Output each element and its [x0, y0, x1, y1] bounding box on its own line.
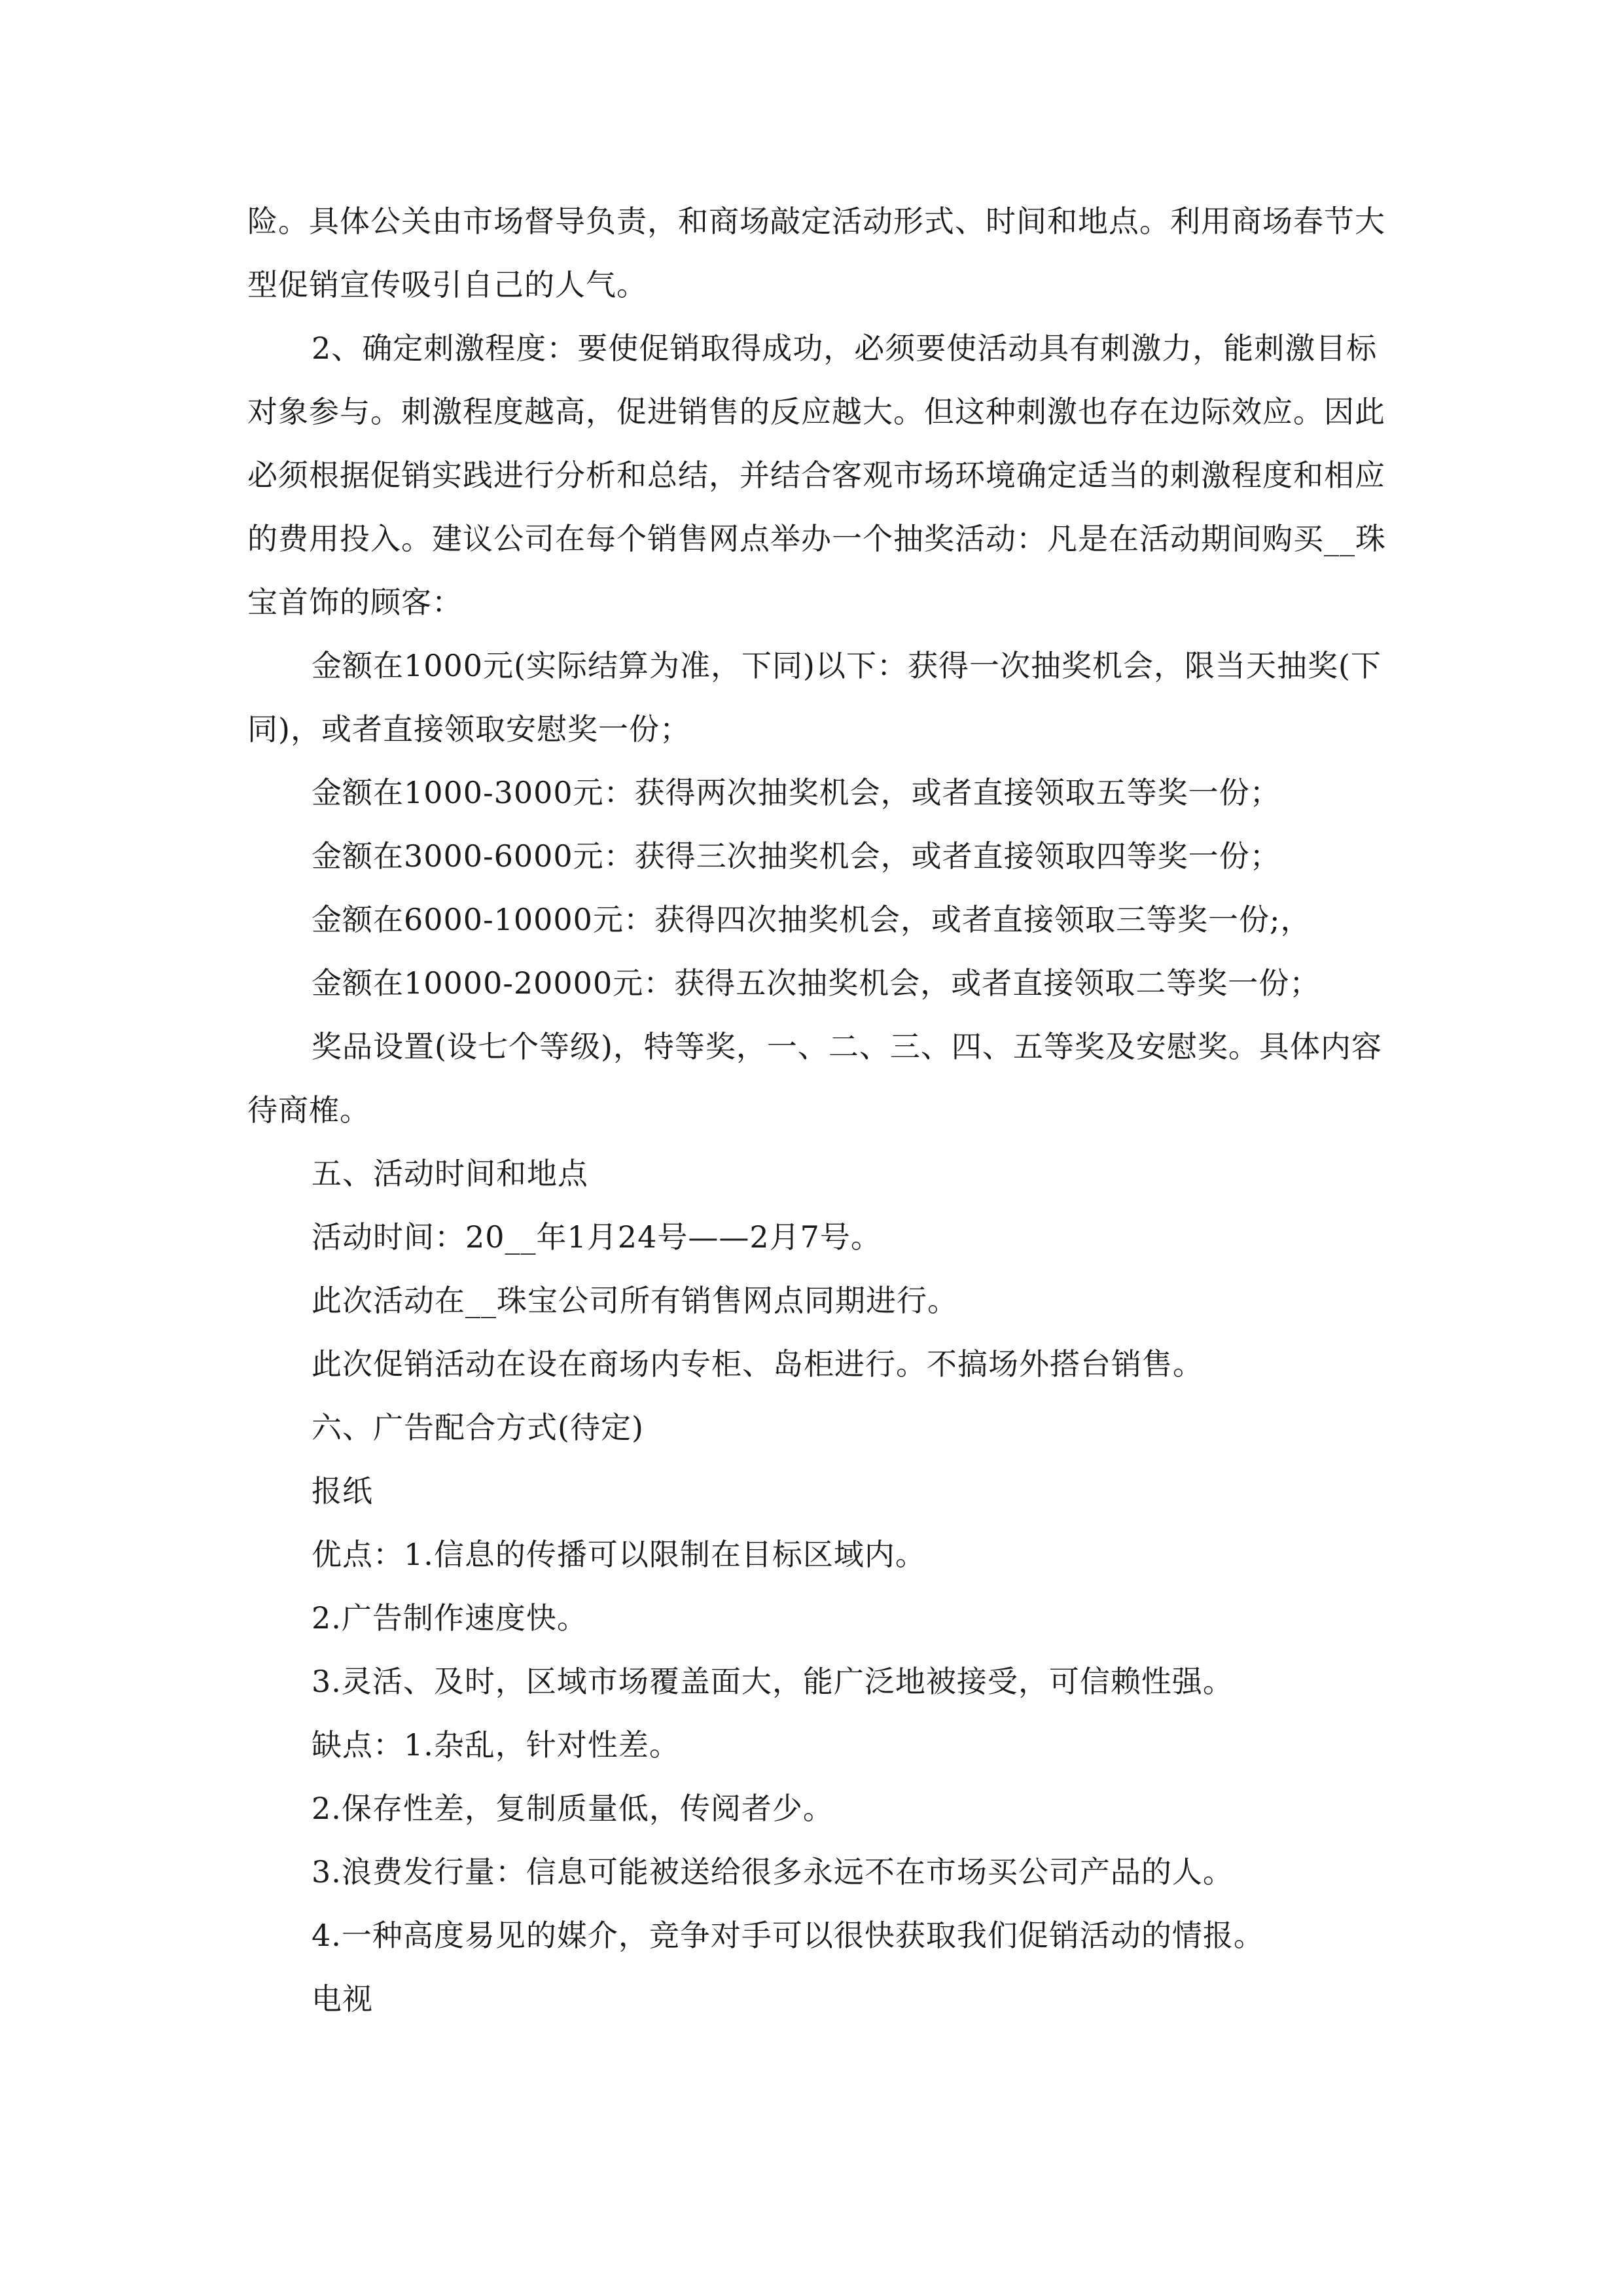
paragraph-stimulus-level: 2、确定刺激程度：要使促销取得成功，必须要使活动具有刺激力，能刺激目标对象参与。刺激程度越高，促进销售的反应越大。但这种刺激也存在边际效应。因此必须根据促销实践进行分析和总结，并结合客观市场环境确定适当的刺激程度和相应的费用投入。建议公司在每个销售网点举办一个抽奖活动：凡是在活动期间购买__珠宝首饰的顾客：	[247, 331, 1386, 620]
newspaper-point-3: 3.灵活、及时，区域市场覆盖面大，能广泛地被接受，可信赖性强。	[312, 1664, 1234, 1699]
section-6-heading: 六、广告配合方式(待定)	[312, 1410, 644, 1445]
amount-tier-2: 金额在1000-3000元：获得两次抽奖机会，或者直接领取五等奖一份；	[312, 775, 1281, 810]
newspaper-point-5: 2.保存性差，复制质量低，传阅者少。	[312, 1791, 834, 1826]
amount-tier-3: 金额在3000-6000元：获得三次抽奖机会，或者直接领取四等奖一份；	[312, 838, 1281, 874]
media-television: 电视	[312, 1981, 373, 2017]
paragraph-continuation: 险。具体公关由市场督导负责，和商场敲定活动形式、时间和地点。利用商场春节大型促销宣传吸引自己的人气。	[247, 204, 1385, 302]
newspaper-point-4: 缺点：1.杂乱，针对性差。	[312, 1727, 680, 1763]
document-body	[247, 190, 1386, 2031]
paragraph-prize-settings: 奖品设置(设七个等级)，特等奖，一、二、三、四、五等奖及安慰奖。具体内容待商榷。	[247, 1029, 1382, 1128]
newspaper-point-7: 4.一种高度易见的媒介，竞争对手可以很快获取我们促销活动的情报。	[312, 1918, 1264, 1953]
paragraph-amount-tier-1: 金额在1000元(实际结算为准，下同)以下：获得一次抽奖机会，限当天抽奖(下同)，或者直接领取安慰奖一份；	[247, 648, 1382, 747]
newspaper-point-2: 2.广告制作速度快。	[312, 1600, 588, 1636]
activity-time: 活动时间：20__年1月24号——2月7号。	[312, 1219, 882, 1255]
newspaper-point-1: 优点：1.信息的传播可以限制在目标区域内。	[312, 1537, 926, 1572]
amount-tier-5: 金额在10000-20000元：获得五次抽奖机会，或者直接领取二等奖一份；	[312, 965, 1321, 1001]
newspaper-point-6: 3.浪费发行量：信息可能被送给很多永远不在市场买公司产品的人。	[312, 1854, 1234, 1890]
media-newspaper: 报纸	[312, 1473, 373, 1509]
section-5-heading: 五、活动时间和地点	[312, 1156, 588, 1191]
amount-tier-4: 金额在6000-10000元：获得四次抽奖机会，或者直接领取三等奖一份;，	[312, 902, 1311, 937]
activity-place-1: 此次活动在__珠宝公司所有销售网点同期进行。	[312, 1283, 958, 1318]
activity-place-2: 此次促销活动在设在商场内专柜、岛柜进行。不搞场外搭台销售。	[312, 1346, 1204, 1382]
